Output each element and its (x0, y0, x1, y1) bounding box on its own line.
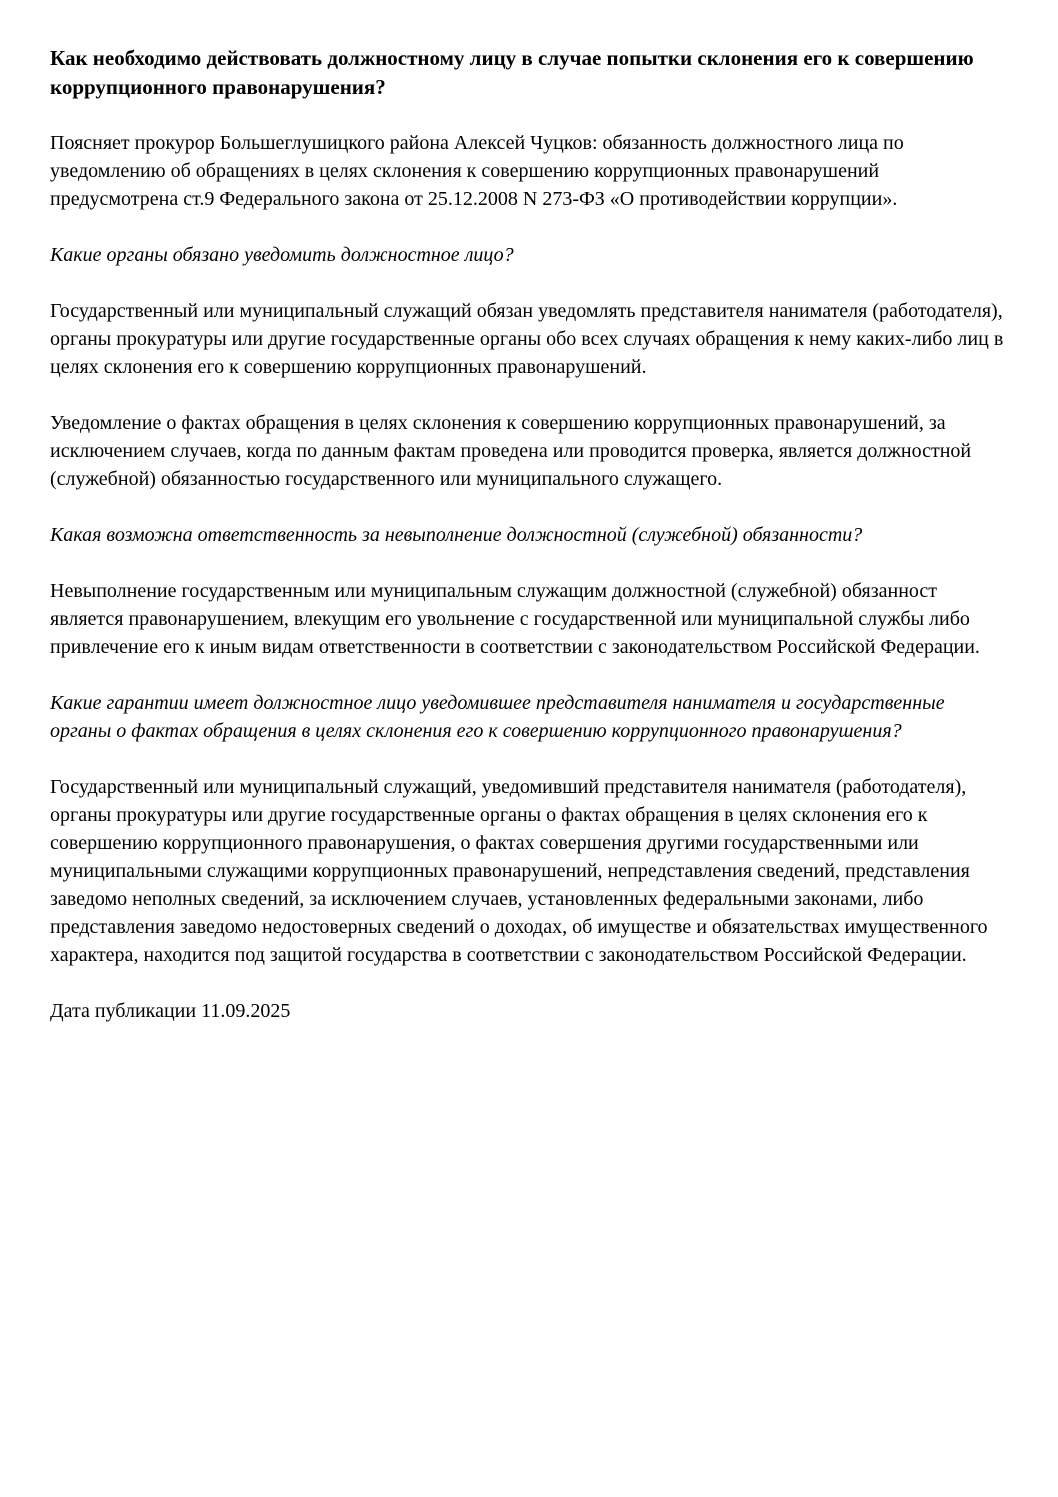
paragraph: Уведомление о фактах обращения в целях склонения к совершению коррупционных правонарушений, за исключением случаев, когда по данным фактам проведена или проводится проверка, является должностной (служебной) обязанностью государственного или муниципального служащего. (50, 411, 972, 490)
publication-date: Дата публикации 11.09.2025 (50, 999, 291, 1022)
document-title: Как необходимо действовать должностному лицу в случае попытки склонения его к совершению коррупционного правонарушения? (50, 46, 974, 100)
paragraph: Поясняет прокурор Большеглушицкого района Алексей Чуцков: обязанность должностного лица по уведомлению об обращениях в целях склонения к совершению коррупционных правонарушений предусмотрена ст.9 Федерального закона от 25.12.2008 N 273-ФЗ «О противодействии коррупции». (50, 131, 904, 210)
document-body (50, 129, 1010, 1025)
question-heading: Какие гарантии имеет должностное лицо уведомившее представителя нанимателя и государственные органы о фактах обращения в целях склонения его к совершению коррупционного правонарушения? (50, 691, 945, 742)
question-heading: Какие органы обязано уведомить должностное лицо? (50, 243, 514, 266)
paragraph: Невыполнение государственным или муниципальным служащим должностной (служебной) обязанност является правонарушением, влекущим его увольнение с государственной или муниципальной службы либо привлечение его к иным видам ответственности в соответствии с законодательством Российской Федерации. (50, 579, 980, 658)
paragraph: Государственный или муниципальный служащий обязан уведомлять представителя нанимателя (работодателя), органы прокуратуры или другие государственные органы обо всех случаях обращения к нему каких-либо лиц в целях склонения его к совершению коррупционных правонарушений. (50, 299, 1004, 378)
paragraph: Государственный или муниципальный служащий, уведомивший представителя нанимателя (работодателя), органы прокуратуры или другие государственные органы о фактах обращения в целях склонения его к совершению коррупционного правонарушения, о фактах совершения другими государственными или муниципальными служащими коррупционных правонарушений, непредставления сведений, представления заведомо неполных сведений, за исключением случаев, установленных федеральными законами, либо представления заведомо недостоверных сведений о доходах, об имуществе и обязательствах имущественного характера, находится под защитой государства в соответствии с законодательством Российской Федерации. (50, 775, 988, 966)
question-heading: Какая возможна ответственность за невыполнение должностной (служебной) обязанности? (50, 523, 863, 546)
